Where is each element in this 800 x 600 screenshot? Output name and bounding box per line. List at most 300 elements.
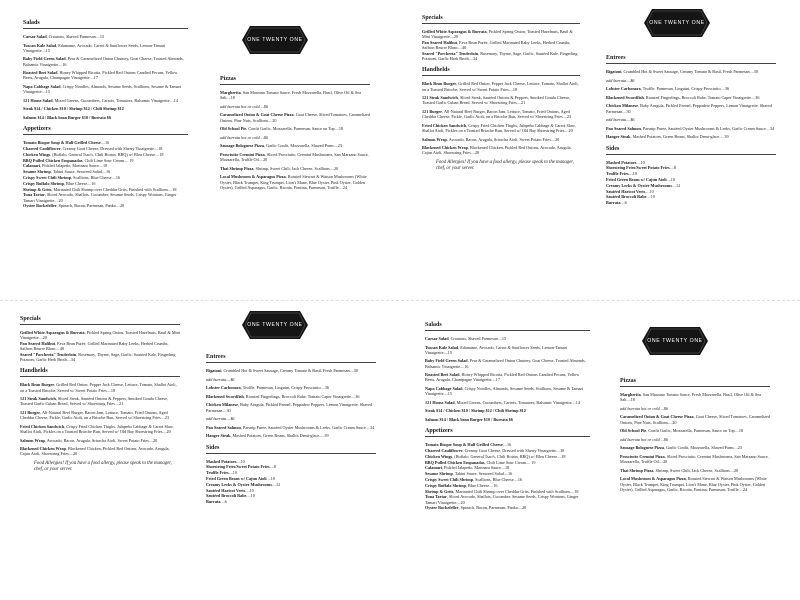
menu-item-description: , Spinach, Bacon, Parmesan, Panko....20 [458,505,527,511]
menu-item-name: Calamari [23,163,40,169]
menu-item-name: Creamy Leeks & Oyster Mushrooms [606,182,672,188]
menu-item-description: , Blue Cheese....16 [63,180,96,186]
menu-item [220,90,370,100]
menu-item-name: Black Bean Burger [422,81,457,87]
menu-item-description: , Pear & Caramelized Onion Chutney, Goat Cheese, Toasted Almonds, Balsamic Vinaigrette....16 [23,56,184,67]
menu-item [23,146,188,151]
specials-handhelds-column [20,316,180,473]
menu-item-name: Hanger Steak [606,134,631,140]
menu-item-name: Margherita [620,392,641,397]
menu-item [425,386,590,396]
menu-item-description: , Pickled Jalapeño, Marinara Sauce....18 [441,465,510,471]
page-divider [0,300,800,301]
menu-item [206,385,376,390]
menu-item-name: Baby Field Green Salad [23,56,66,62]
menu-item-name: Truffle Fries [606,171,629,177]
menu-item [23,84,188,94]
menu-item-name: Crispy Sweet Chili Shrimp [23,174,72,180]
menu-item-description: , Crispy Fried Chicken Thighs, Jalapeño Cabbage & Carrot Slaw, Shallot Aioli, Pickles on a Toasted Brioche Bun, Served w/ Old Bay Shoestring Fries....20 [20,423,174,434]
menu-item [606,160,776,165]
menu-item-description: , Sliced Steak, Sautéed Onions & Peppers, Smoked Gouda Cheese, Toasted Garlic Cuban Bread, Served w/ Shoestring Fries....21 [20,396,169,407]
menu-item [220,112,370,122]
section-heading-appetizers: Appetizers [425,428,453,435]
menu-item-description: add burrata....$6 [206,416,235,422]
menu-item [620,468,770,473]
menu-item-description: , Scallions, Blue Cheese....16 [473,476,523,482]
menu-item [425,471,590,476]
section-heading-pizzas: Pizzas [620,378,636,384]
menu-item-description: add burrata hot or cold....$6 [620,405,668,411]
menu-item [620,445,770,450]
menu-item-name: Old School Pie [620,428,647,434]
menu-item [23,158,188,163]
menu-item [206,470,376,475]
menu-item-description: , Creamy Goat Cheese, Dressed with Sherry Vinaigrette....18 [60,145,163,151]
menu-item [422,40,580,50]
menu-item-description: , Pickled Spring Onion, Toasted Hazelnuts, Basil & Mint Vinaigrette....20 [20,330,180,341]
menu-item-name: Blackened Chicken Wrap [422,145,468,151]
divider [20,376,180,377]
menu-item [606,86,776,91]
menu-item-name: Grilled White Asparagus & Burrata [20,330,85,335]
menu-item-name: Charred Cauliflower [23,145,61,151]
section-heading-specials: Specials [20,316,41,322]
menu-item-description: , All-Natural Beef Burger, Bacon Jam, Lettuce, Tomato, Fried Onions, Aged Cheddar Cheese, Pickle, Garlic Aioli, on a Brioche Bun, Served w/ Shoestring Fries....23 [20,410,170,421]
menu-item-name: Roasted Beet Salad [23,70,58,76]
menu-page-bottom-right [400,302,800,600]
section-heading-handhelds: Handhelds [422,67,450,74]
menu-item-name: Fried Chicken Sandwich [20,423,65,429]
menu-item-description: add burrata hot or cold....$6 [620,436,668,442]
menu-item-name: Fried Green Beans w/ Cajun Aioli [606,176,667,182]
menu-item [23,192,188,202]
menu-item-description: , Grilled Red Onion, Pepper Jack Cheese, Lettuce, Tomato, Shallot Aioli, on a Toasted Brioche, Served w/ Sweet Potato Fries....18 [20,382,177,393]
menu-item-description: , Shrimp, Sweet Chili, Jack Cheese, Scallions....20 [653,467,739,473]
menu-item [206,499,376,504]
menu-item-name: Sausage Bolognese Pizza [220,143,264,149]
menu-item [606,134,776,139]
entrees-list [206,368,376,439]
menu-item-description: , Mashed Potatoes, Green Beans, Shallot Demi-glace.....39 [630,134,729,140]
menu-item-description: add burrata....$6 [606,117,635,123]
menu-item [422,145,580,155]
menu-item-description: , (Buffalo, General Tsao's, Chili Hoisin, BBQ) w/ Bleu Cheese....18 [452,453,566,459]
menu-item-name: Caesar Salad [23,34,47,39]
menu-item [220,152,370,162]
menu-item-description: ....8 [669,165,676,171]
menu-item-name: Blackened Swordfish [206,393,244,399]
menu-item-name: Local Mushroom & Asparagus Pizza [220,174,286,180]
entrees-list [606,69,776,140]
menu-item-name: 121 Burger [20,410,41,415]
menu-item-name: Seared "Porcheeta" Tenderloin [20,352,77,357]
menu-item-description: , Scallions, Blue Cheese....16 [71,174,121,180]
menu-item-name: Shoestring Fries/Sweet Potato Fries [606,165,670,171]
menu-item-name: Mashed Potatoes [606,159,637,165]
menu-item-name: Tomato Bisque Soup & Half Grilled Cheese [425,442,503,448]
menu-item-description: ....6 [620,200,627,206]
menu-item [425,336,590,341]
divider [606,154,776,155]
menu-item-description: , Croutons, Shaved Parmesan....15 [46,34,105,39]
menu-item [425,358,590,368]
divider [206,453,376,454]
menu-item [20,330,180,340]
restaurant-logo: ONE TWENTY ONE [242,25,308,55]
menu-item [425,448,590,453]
menu-item-description: , Truffle, Parmesan, Linguini, Crispy Prosciutto....36 [640,86,729,92]
menu-item [425,483,590,488]
menu-item [422,95,580,105]
menu-item-name: Charred Cauliflower [425,447,463,453]
menu-item-description: , Parsnip Puree, Sautéed Oyster Mushrooms & Leeks, Garlic Cream Sauce....34 [240,424,375,430]
menu-item-name: Local Mushroom & Asparagus Pizza [620,476,686,482]
section-heading-sides: Sides [206,444,220,451]
menu-item [620,428,770,433]
menu-item-name: Steak $14 / Chicken $10 / Shrimp $12 / Chili Shrimp $12 [23,106,124,112]
menu-item-name: Old School Pie [220,126,247,132]
menu-item-name: 121 Steak Sandwich [422,95,458,101]
menu-item-name: Sausage Bolognese Pizza [620,445,664,451]
menu-item-description: , Mashed Potatoes, Green Beans, Shallot Demi-glace.....39 [230,433,329,439]
menu-item-description: , Grilled Red Onion, Pepper Jack Cheese, Lettuce, Tomato, Shallot Aioli, on a Toasted Brioche, Served w/ Sweet Potato Fries....18 [422,81,579,92]
menu-item-description: , Sliced Avocado, Shallots, Cucumber, Sesame Seeds, Crispy Wontons, Ginger Tamari Vinaigrette....20 [425,494,579,505]
menu-item-description: , Parsnip Puree, Sautéed Oyster Mushrooms & Leeks, Garlic Cream Sauce....34 [640,125,775,131]
menu-item-name: Burrata [606,200,621,206]
menu-item-name: Black Bean Burger [20,382,55,388]
pizzas-column [220,76,370,193]
menu-item-name: Tuscan Kale Salad [23,42,57,48]
menu-item [425,400,590,405]
menu-item [20,352,180,362]
menu-item [220,135,370,140]
menu-item-description: , Marinated Chili Shrimp over Cheddar Grits, Finished with Scallions....18 [51,186,177,192]
menu-item [425,460,590,465]
menu-item [206,425,376,430]
entrees-column [206,354,376,505]
menu-item-description: ....12 [671,182,681,188]
menu-item-name: Lobster Carbonara [606,86,641,92]
menu-item [620,392,770,402]
menu-item-description: add burrata....$6 [206,376,235,382]
menu-item-name: 121 Steak Sandwich [20,396,56,402]
divider [220,84,370,85]
menu-item [606,117,776,122]
menu-item-description: , Sliced Prosciutto, Cremini Mushrooms, San Marzano Sauce, Mozzarella, Truffle Oil....20 [220,151,369,163]
menu-item-name: Sautéed Haricot Verts [606,188,646,194]
sides-list [206,459,376,505]
menu-item [23,106,188,111]
menu-item-description: , Honey Whipped Ricotta, Pickled Red Onions Candied Pecans, Yellow Beets, Arugula, Champagne Vinaigrette....17 [23,70,178,81]
menu-item [20,410,180,420]
menu-item [23,56,188,66]
menu-item [206,476,376,481]
menu-item-name: Chicken Wings [425,453,453,459]
menu-item-description: , Edamame, Avocado, Carrot & Sunflower Seeds, Lemon-Tamari Vinaigrette....15 [23,42,166,53]
menu-item-name: Margherita [220,90,241,95]
handhelds-list [20,382,180,456]
menu-item [606,126,776,131]
menu-item-description: ....10 [666,176,675,182]
menu-item-name: Chicken Milanese [206,402,238,408]
menu-item-name: Creamy Leeks & Oyster Mushrooms [206,481,272,487]
divider [206,362,376,363]
menu-item [425,345,590,355]
menu-item [23,152,188,157]
menu-item-description: , Garlic Confit, Mozzarella, Shaved Parm....23 [663,445,742,451]
menu-item-name: Hanger Steak [206,433,231,439]
section-heading-specials: Specials [422,15,443,21]
menu-item-description: ....16 [100,140,110,146]
divider [23,134,188,135]
menu-item [23,187,188,192]
menu-page-top-right [400,0,800,300]
menu-item [606,165,776,170]
menu-item-description: , Tahini Sauce, Seaweed Salad....16 [452,471,513,477]
menu-item [425,372,590,382]
menu-item-name: Tuna Tartar [23,192,45,198]
menu-item-name: Tuna Tartar [425,494,447,500]
menu-item-description: , Spinach, Bacon, Parmesan, Panko....20 [56,203,125,209]
menu-item [422,123,580,133]
menu-item-name: Sautéed Broccoli Rabe [206,493,247,499]
menu-item-description: , Crumbled Hot & Sweet Sausage, Creamy Tomato & Basil, Fresh Parmesan....30 [221,368,358,373]
menu-item [23,115,188,120]
menu-item [206,482,376,487]
menu-item-name: Pan Seared Salmon [206,424,241,430]
menu-item-description: ....10 [266,475,275,481]
menu-item-description: , Rosemary, Thyme, Sage, Garlic, Sautéed Kale, Fingerling Potatoes, Garlic Herb Broth....34 [422,51,578,62]
menu-item-name: Shoestring Fries/Sweet Potato Fries [206,464,270,470]
section-heading-entrees: Entrees [606,55,626,61]
menu-item-name: Truffle Fries [206,470,229,476]
menu-item [425,454,590,459]
menu-item-name: 121 House Salad [23,97,53,103]
menu-item-description: , Blackened Chicken, Pickled Red Onions, Avocado, Arugula, Cajun Aioli, Shoestring Fries....20 [20,446,170,457]
menu-item [23,70,188,80]
menu-item-name: Salmon Wrap [20,437,45,443]
menu-item-name: Oyster Rockefeller [425,505,459,511]
pizzas-list [220,90,370,190]
entrees-column [606,55,776,206]
menu-item-description: add burrata hot or cold....$6 [220,103,268,109]
menu-item-description: , San Marzano Tomato Sauce, Fresh Mozzarella, Basil, Olive Oil & Sea Salt....18 [220,90,361,101]
menu-item [606,194,776,199]
specials-handhelds-column [422,15,580,172]
divider [620,386,770,387]
menu-item [20,446,180,456]
menu-page-bottom-left [0,302,400,600]
menu-item-description: , Fava Bean Purée, Grilled Marinated Baby Leeks, Herbed Crumbs, Saffron Beurre Blanc....40 [422,40,571,51]
divider [20,324,180,325]
menu-item-description: , Edamame, Avocado, Carrot & Sunflower Seeds, Lemon-Tamari Vinaigrette....15 [425,344,568,355]
menu-item-description: ....12 [271,481,281,487]
menu-item-description: , Chili Lime Sour Cream.... 19 [82,157,134,163]
section-heading-sides: Sides [606,145,620,152]
specials-list [20,330,180,362]
menu-item [20,438,180,443]
menu-item [422,81,580,91]
menu-item-description: , Goat Cheese, Sliced Tomatoes, Caramelized Onions, Pine Nuts, Scallions....20 [620,414,771,425]
menu-item-description: , Crispy Noodles, Almonds, Sesame Seeds, Scallions, Sesame & Tamari Vinaigrette....15 [23,83,182,95]
menu-item [206,416,376,421]
menu-item-name: Chicken Milanese [606,103,638,109]
restaurant-logo: ONE TWENTY ONE [644,8,710,38]
pizzas-list [620,392,770,492]
restaurant-logo: ONE TWENTY ONE [642,326,708,356]
menu-item-description: , Confit Garlic, Mozzarella, Parmesan, Sauce on Top....18 [246,126,344,132]
divider [425,330,590,331]
menu-item-name: Thai Shrimp Pizza [620,467,654,473]
menu-item [206,433,376,438]
menu-item-description: , Truffle, Parmesan, Linguini, Crispy Prosciutto....36 [240,385,329,391]
menu-item [23,203,188,208]
menu-item [425,505,590,510]
menu-item-name: Salmon $14 / Black bean Burger $10 / Burrata $6 [425,416,513,422]
menu-item-description: , Goat Cheese, Sliced Tomatoes, Caramelized Onions, Pine Nuts, Scallions....20 [220,112,371,123]
menu-item [220,174,370,190]
menu-item [20,382,180,392]
menu-item [425,417,590,422]
menu-item [422,109,580,119]
menu-item-name: Caramelized Onion & Goat Cheese Pizza [620,414,694,420]
menu-item-description: , Mixed Greens, Cucumbers, Carrots, Tomatoes, Balsamic Vinaigrette....14 [454,399,580,405]
menu-item-description: ....10 [246,493,255,499]
menu-item-description: , Chili Lime Sour Cream.... 19 [484,459,536,465]
menu-item-name: Tomato Bisque Soup & Half Grilled Cheese [23,140,101,146]
menu-item [220,126,370,131]
menu-item [20,424,180,434]
menu-item-description: , Crispy Noodles, Almonds, Sesame Seeds, Scallions, Sesame & Tamari Vinaigrette....15 [425,385,584,397]
menu-item [425,408,590,413]
menu-item [425,477,590,482]
menu-item [20,341,180,351]
menu-item-description: , Sliced Avocado, Shallots, Cucumber, Sesame Seeds, Crispy Wontons, Ginger Tamari Vinaigrette....20 [23,192,177,203]
allergy-note: Food Allergies! If you have a food allergy, please speak to the manager, chef, or your server. [34,460,172,472]
menu-item [20,396,180,406]
menu-item-description: ....10 [636,159,645,165]
specials-list [422,29,580,61]
menu-item-name: Rigatoni [606,69,622,74]
menu-item-name: Rigatoni [206,368,222,373]
menu-item-description: , Roasted Fingerlings, Broccoli Rabe, Tomato Caper Vinaigrette....36 [243,393,360,399]
menu-item-name: Prosciutto Cremini Pizza [220,151,265,157]
menu-item [23,140,188,145]
restaurant-logo: ONE TWENTY ONE [242,310,308,340]
menu-item-description: , Confit Garlic, Mozzarella, Parmesan, Sauce on Top....18 [646,428,744,434]
menu-item [620,454,770,464]
menu-item [606,177,776,182]
menu-item-name: Sesame Shrimp [23,169,51,175]
menu-item-description: , Crispy Fried Chicken Thighs, Jalapeño Cabbage & Carrot Slaw, Shallot Aioli, Pickles on a Toasted Brioche Bun, Served w/ Old Bay Shoestring Fries....20 [422,122,576,133]
menu-item-description: , Mixed Greens, Cucumbers, Carrots, Tomatoes, Balsamic Vinaigrette....14 [52,97,178,103]
menu-item-name: Crispy Buffalo Shrimp [425,482,466,488]
section-heading-handhelds: Handhelds [20,368,48,375]
menu-item [206,377,376,382]
menu-item [206,402,376,412]
menu-item [422,137,580,142]
menu-item-name: Sautéed Haricot Verts [206,487,246,493]
menu-item-name: Fried Green Beans w/ Cajun Aioli [206,475,267,481]
handhelds-list [422,81,580,155]
menu-item [606,200,776,205]
menu-item [23,43,188,53]
menu-item-description: add burrata....$6 [606,77,635,83]
menu-item [206,459,376,464]
menu-item [23,175,188,180]
menu-item-description: , (Buffalo, General Tsao's, Chili Hoisin, BBQ) w/ Bleu Cheese....18 [50,151,164,157]
menu-item-description: , Garlic Confit, Mozzarella, Shaved Parm....23 [263,143,342,149]
menu-item [620,476,770,492]
menu-item-name: BBQ Pulled Chicken Empanadas [23,157,83,163]
menu-item-description: , Pickled Jalapeño, Marinara Sauce....18 [39,163,108,169]
menu-item-description: , Roasted Fingerlings, Broccoli Rabe, Tomato Caper Vinaigrette....36 [643,94,760,100]
menu-item [220,143,370,148]
menu-item [422,29,580,39]
menu-item-name: Napa Cabbage Salad [425,385,463,391]
sides-list [606,160,776,206]
menu-item [425,494,590,504]
menu-item [425,465,590,470]
menu-item [620,414,770,424]
menu-item [206,493,376,498]
menu-item-name: Pan Seared Halibut [422,40,458,45]
menu-item-name: Burrata [206,499,221,505]
menu-item-description: , Sliced Prosciutto, Cremini Mushrooms, San Marzano Sauce, Mozzarella, Truffle Oil....20 [620,453,769,465]
menu-item-description: , Sliced Steak, Sautéed Onions & Peppers, Smoked Gouda Cheese, Toasted Garlic Cuban Bread, Served w/ Shoestring Fries....21 [422,95,571,106]
menu-item [425,489,590,494]
menu-item-name: Lobster Carbonara [206,385,241,391]
menu-item-description: ....10 [645,188,654,194]
menu-item-name: Salmon Wrap [422,136,447,142]
menu-item-description: ....10 [646,194,655,200]
menu-item-name: Grilled White Asparagus & Burrata [422,29,487,34]
menu-item-name: Sautéed Broccoli Rabe [606,194,647,200]
section-heading-appetizers: Appetizers [23,126,51,133]
salads-list [425,336,590,422]
salads-column [23,20,188,209]
menu-item-name: Seared "Porcheeta" Tenderloin [422,51,479,56]
divider [425,436,590,437]
menu-item-description: ....10 [228,470,237,476]
menu-item-name: Salmon $14 / Black bean Burger $10 / Burrata $6 [23,114,111,120]
menu-item-description: , Blue Cheese....16 [465,482,498,488]
menu-item-description: , Tahini Sauce, Seaweed Salad....16 [50,169,111,175]
menu-item-name: Mashed Potatoes [206,458,237,464]
menu-item-description: , Avocado, Bacon, Arugula, Sriracha Aioli, Sweet Potato Fries....20 [446,136,560,142]
menu-item [606,103,776,113]
menu-item [606,95,776,100]
menu-item [206,368,376,373]
menu-item-description: , Rosemary, Thyme, Sage, Garlic, Sautéed Kale, Fingerling Potatoes, Garlic Herb Broth....34 [20,352,176,363]
section-heading-pizzas: Pizzas [220,76,236,82]
menu-item-description: , Roasted Stewart & Watson Mushrooms (White Oyster, Black Trumpet, King Trumpet, Lion's Mane, Blue Oyster, Pink Oyster, Golden Oyster), Grilled Asparagus, Garlic, Ricotta, Fontina, Parmesan, Truffle....24 [220,174,367,190]
menu-item [422,51,580,61]
menu-item-description: , Honey Whipped Ricotta, Pickled Red Onions Candied Pecans, Yellow Beets, Arugula, Champagne Vinaigrette....17 [425,372,580,383]
menu-item-name: Thai Shrimp Pizza [220,165,254,171]
menu-item-description: ....10 [236,458,245,464]
menu-item-description: ....10 [245,487,254,493]
menu-item [23,169,188,174]
menu-item-name: Pan Seared Salmon [606,125,641,131]
menu-item-name: Crispy Buffalo Shrimp [23,180,64,186]
section-heading-salads: Salads [23,20,40,26]
menu-item-name: Pan Seared Halibut [20,341,56,346]
menu-item [23,98,188,103]
menu-item-name: Tuscan Kale Salad [425,344,459,350]
menu-item-name: Prosciutto Cremini Pizza [620,453,665,459]
menu-item-name: Shrimp & Grits [425,488,454,494]
